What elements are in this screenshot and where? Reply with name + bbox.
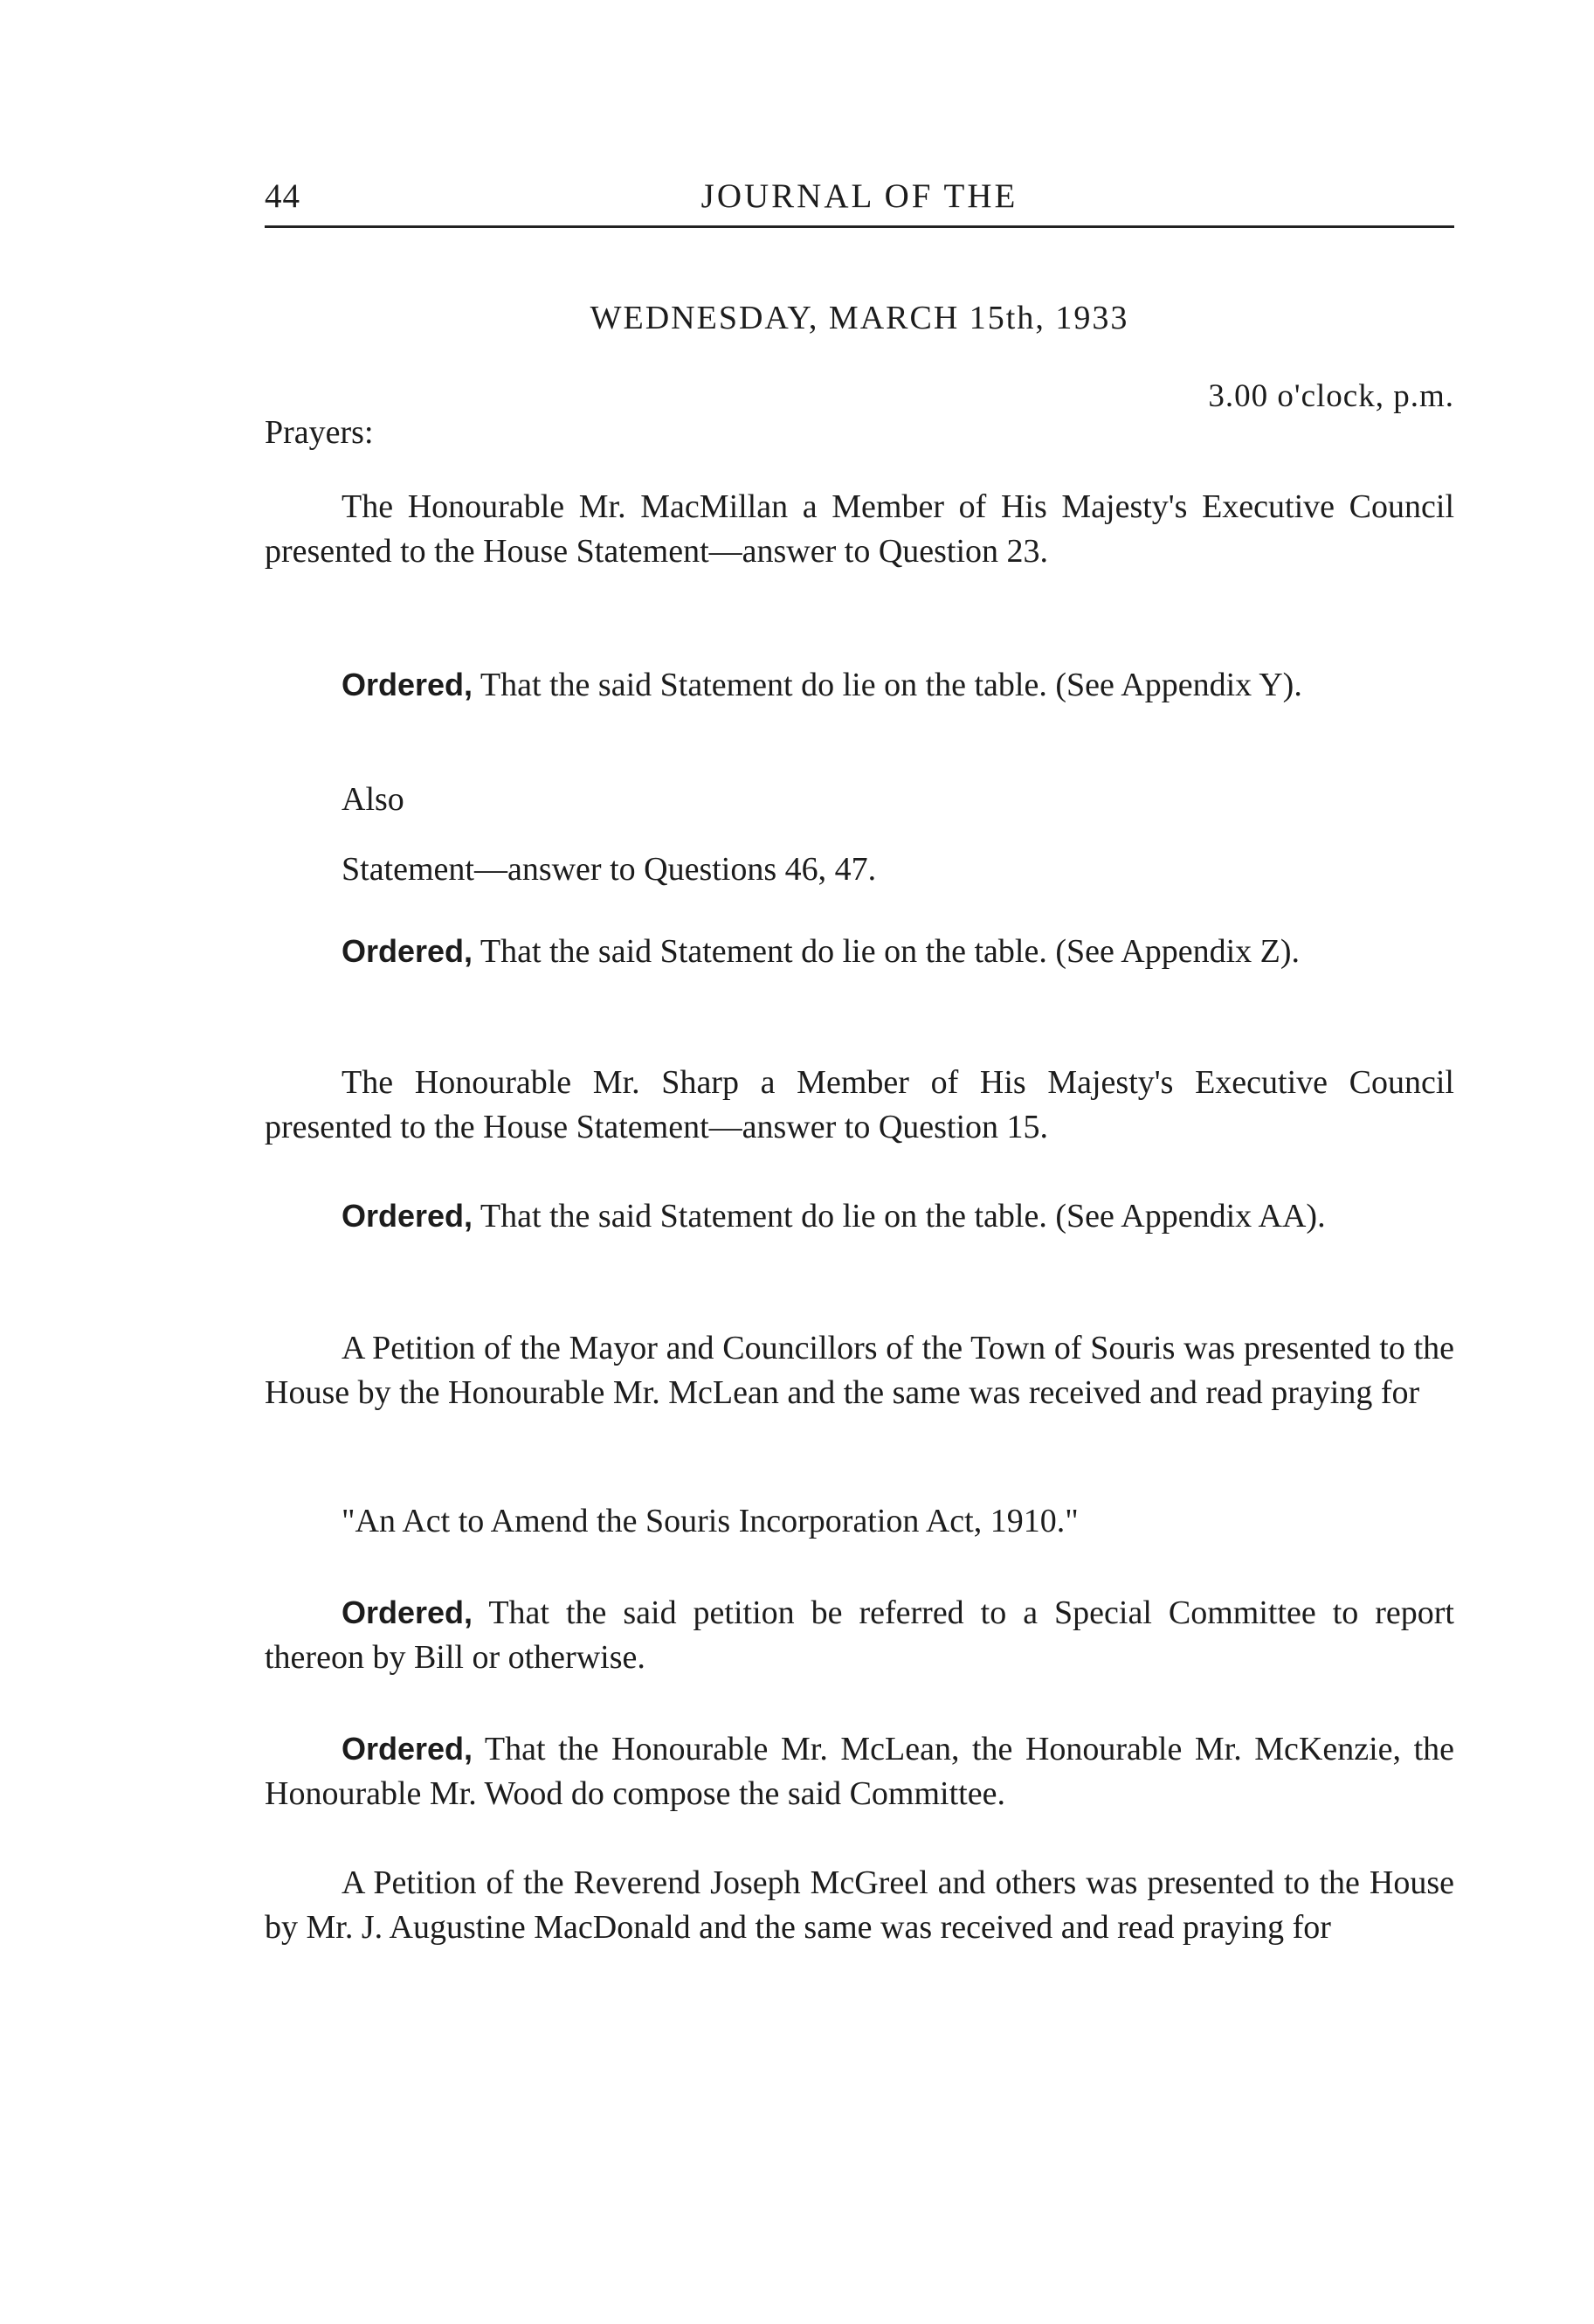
paragraph-ordered-appendix-aa [265,1193,1454,1239]
header-divider [265,225,1454,228]
paragraph-text: Statement—answer to Questions 46, 47. [342,851,877,888]
paragraph-ordered-appendix-z [265,929,1454,974]
page-number: 44 [265,177,300,215]
ordered-label: Ordered, [342,933,473,969]
paragraph-text: That the said petition be referred to a Special Committee to report thereon by Bill or otherwise. [265,1594,1454,1676]
paragraph-text: The Honourable Mr. Sharp a Member of His Majesty's Executive Council presented to the House Statement—answer to Question 15. [265,1064,1454,1145]
paragraph-ordered-special-committee [265,1590,1454,1680]
paragraph-text: Prayers: [265,414,374,451]
paragraph-also [265,778,1454,822]
paragraph-ordered-committee-members [265,1726,1454,1816]
paragraph-text: That the said Statement do lie on the table. (See Appendix Y). [473,667,1302,703]
paragraph-ordered-appendix-y [265,662,1454,708]
paragraph-statement-q23 [265,485,1454,574]
ordered-label: Ordered, [342,1198,473,1234]
ordered-label: Ordered, [342,667,473,702]
session-time: 3.00 o'clock, p.m. [1208,378,1454,414]
paragraph-text: That the Honourable Mr. McLean, the Honourable Mr. McKenzie, the Honourable Mr. Wood do compose the said Committee. [265,1731,1454,1812]
paragraph-text: That the said Statement do lie on the table. (See Appendix Z). [473,933,1301,970]
paragraph-petition-mcgreel [265,1861,1454,1950]
page-header [265,163,1454,232]
paragraph-text: "An Act to Amend the Souris Incorporation Act, 1910." [342,1503,1079,1539]
paragraph-text: The Honourable Mr. MacMillan a Member of His Majesty's Executive Council presented to the House Statement—answer to Question 23. [265,488,1454,570]
paragraph-text: A Petition of the Reverend Joseph McGreel and others was presented to the House by Mr. J. Augustine MacDonald and the same was received and read praying for [265,1864,1454,1946]
paragraph-statement-q15 [265,1061,1454,1150]
paragraph-text: Also [342,781,404,818]
paragraph-petition-souris [265,1326,1454,1415]
paragraph-text: A Petition of the Mayor and Councillors of the Town of Souris was presented to the House by the Honourable Mr. McLean and the same was received and read praying for [265,1330,1454,1411]
ordered-label: Ordered, [342,1731,473,1767]
prayers-line [265,411,1454,455]
date-heading: WEDNESDAY, MARCH 15th, 1933 [590,300,1129,336]
paragraph-act-title [265,1499,1454,1544]
paragraph-text: That the said Statement do lie on the table. (See Appendix AA). [473,1198,1326,1235]
ordered-label: Ordered, [342,1594,473,1630]
running-title: JOURNAL OF THE [700,177,1018,215]
paragraph-statement-q46-47 [265,847,1454,892]
